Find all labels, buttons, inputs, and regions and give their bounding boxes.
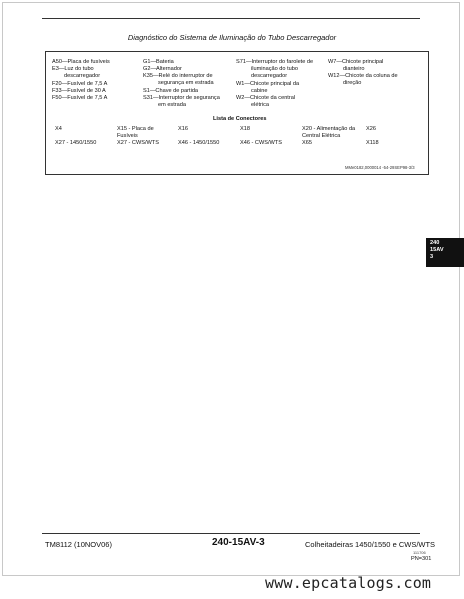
connector-item: X46 - CWS/WTS xyxy=(240,140,282,146)
footer-pn: PN=301 xyxy=(411,556,432,562)
legend-item: direção xyxy=(343,80,362,86)
legend-item: iluminação do tubo xyxy=(251,66,298,72)
connector-item: X18 xyxy=(240,126,250,132)
legend-item: cabine xyxy=(251,88,268,94)
connector-item: X27 - CWS/WTS xyxy=(117,140,159,146)
connector-item-cont: Central Elétrica xyxy=(302,133,341,139)
footer-publication-title: Colheitadeiras 1450/1550 e CWS/WTS xyxy=(305,540,436,549)
legend-item: elétrica xyxy=(251,102,270,108)
legend-item: em estrada xyxy=(158,102,186,108)
side-tab-line: 15AV xyxy=(430,247,444,253)
connector-item: X118 xyxy=(366,140,379,146)
footer-manual-id: TM8112 (10NOV06) xyxy=(45,540,112,549)
connector-item: X16 xyxy=(178,126,188,132)
footer-rule xyxy=(42,533,420,534)
legend-item: A50—Placa de fusíveis xyxy=(52,59,110,65)
footer-date-code: 111706 xyxy=(413,550,426,555)
page-title: Diagnóstico do Sistema de Iluminação do Tubo Descarregador xyxy=(127,33,337,42)
watermark-link[interactable]: www.epcatalogs.com xyxy=(265,574,432,592)
connector-list-title: Lista de Conectores xyxy=(213,116,267,122)
legend-item: W1—Chicote principal da xyxy=(236,81,300,87)
legend-item: S31—Interruptor de segurança xyxy=(143,95,220,101)
legend-item: segurança em estrada xyxy=(158,80,214,86)
header-rule xyxy=(42,18,420,19)
connector-item: X46 - 1450/1550 xyxy=(178,140,220,146)
connector-item: X4 xyxy=(55,126,62,132)
legend-item: descarregador xyxy=(251,73,288,79)
legend-item: F33—Fusível de 30 A xyxy=(52,88,106,94)
legend-item: K35—Relé do interruptor de xyxy=(143,73,213,79)
connector-item-cont: Fusíveis xyxy=(117,133,138,139)
legend-item: dianteiro xyxy=(343,66,365,72)
side-tab-line: 240 xyxy=(430,240,440,246)
connector-item: X15 - Placa de xyxy=(117,126,154,132)
connector-item: X26 xyxy=(366,126,376,132)
legend-box xyxy=(45,51,429,175)
connector-item: X27 - 1450/1550 xyxy=(55,140,97,146)
legend-item: S71—Interruptor do farolete de xyxy=(236,59,314,65)
legend-item: F20—Fusível de 7,5 A xyxy=(52,81,108,87)
connector-item: X20 - Alimentação da xyxy=(302,126,356,132)
footer-page-number: 240-15AV-3 xyxy=(212,537,265,548)
legend-item: E3—Luz do tubo xyxy=(52,66,94,72)
legend-item: G2—Alternador xyxy=(143,66,182,72)
legend-item: G1—Bateria xyxy=(143,59,174,65)
legend-item: W12—Chicote da coluna de xyxy=(328,73,398,79)
side-tab-line: 3 xyxy=(430,254,434,260)
legend-item: W7—Chicote principal xyxy=(328,59,384,65)
figure-reference: MMe0182,0000014 -54-29SEP98-3/3 xyxy=(345,165,415,170)
legend-item: S1—Chave de partida xyxy=(143,88,199,94)
legend-item: W2—Chicote da central xyxy=(236,95,296,101)
legend-item: descarregador xyxy=(64,73,101,79)
section-side-tab xyxy=(426,238,464,267)
legend-item: F50—Fusível de 7,5 A xyxy=(52,95,108,101)
connector-item: X65 xyxy=(302,140,312,146)
